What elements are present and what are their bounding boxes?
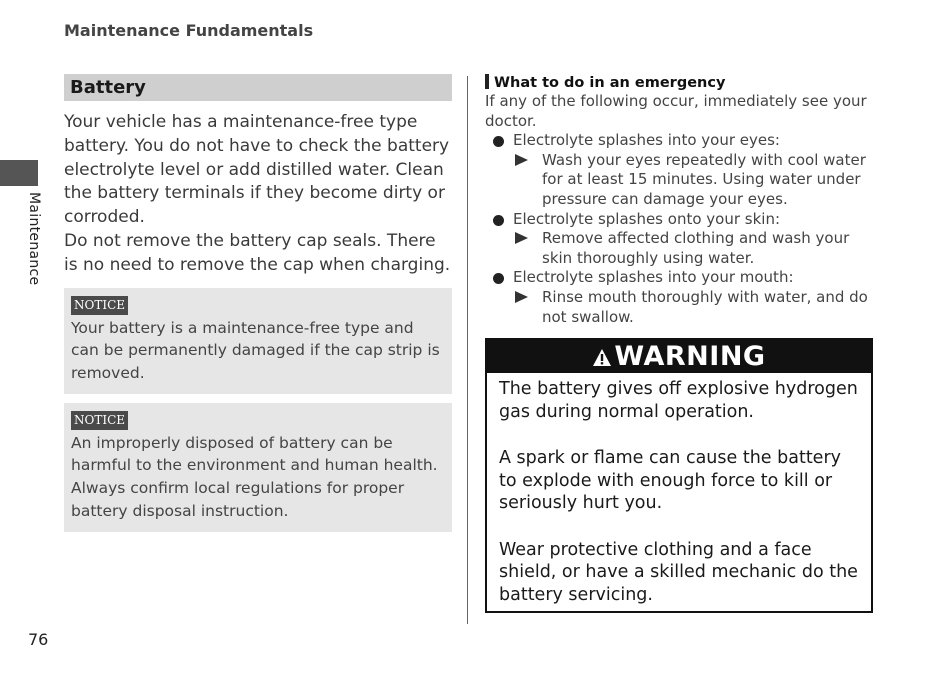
notice-tag: NOTICE — [71, 296, 128, 315]
arrow-right-icon — [515, 154, 528, 166]
bullet-icon — [493, 136, 504, 147]
action-row — [513, 151, 875, 210]
list-item — [485, 268, 875, 327]
column-divider — [467, 76, 468, 624]
aside-title-text: What to do in an emergency — [494, 75, 726, 91]
condition-item — [485, 268, 875, 288]
warning-header — [487, 340, 871, 373]
warning-label: WARNING — [614, 341, 766, 372]
action-text: Remove affected clothing and wash your skin thoroughly using water. — [542, 229, 850, 267]
warning-paragraph: Wear protective clothing and a face shield, or have a skilled mechanic do the battery servicing. — [499, 539, 858, 605]
left-column — [64, 74, 452, 532]
aside-body — [485, 92, 875, 327]
body-paragraph: Do not remove the battery cap seals. There is no need to remove the cap when charging. — [64, 230, 451, 275]
battery-description — [64, 111, 452, 278]
condition-text: Electrolyte splashes into your eyes: — [513, 131, 780, 150]
section-tab-label: Maintenance — [26, 192, 42, 286]
section-heading: Battery — [64, 74, 452, 101]
list-item — [485, 210, 875, 269]
running-head: Maintenance Fundamentals — [64, 21, 314, 40]
emergency-list — [485, 131, 875, 327]
warning-paragraph: A spark or flame can cause the battery to explode with enough force to kill or seriously hurt you. — [499, 448, 842, 513]
bullet-icon — [493, 215, 504, 226]
warning-triangle-icon — [592, 348, 612, 367]
condition-text: Electrolyte splashes into your mouth: — [513, 268, 794, 287]
warning-paragraph: The battery gives off explosive hydrogen gas during normal operation. — [499, 379, 858, 422]
condition-text: Electrolyte splashes onto your skin: — [513, 209, 781, 228]
action-item — [485, 288, 875, 327]
body-paragraph: Your vehicle has a maintenance-free type battery. You do not have to check the battery electrolyte level or add distilled water. Clean the battery terminals if they become dirty or corroded. — [64, 112, 450, 228]
aside-title — [485, 74, 875, 92]
condition-item — [485, 210, 875, 230]
warning-box — [485, 338, 873, 613]
title-bar-icon — [485, 74, 489, 89]
bullet-icon — [493, 273, 504, 284]
action-item — [485, 151, 875, 210]
section-tab-marker — [0, 160, 38, 186]
notice-text: An improperly disposed of battery can be harmful to the environment and human health. Always confirm local regulations for proper battery disposal instruction. — [71, 433, 438, 520]
warning-body — [487, 373, 871, 606]
arrow-right-icon — [515, 232, 528, 244]
action-item — [485, 229, 875, 268]
list-item — [485, 131, 875, 209]
condition-item — [485, 131, 875, 151]
right-column — [485, 74, 875, 327]
action-text: Rinse mouth thoroughly with water, and do not swallow. — [542, 287, 868, 326]
notice-box — [64, 288, 452, 394]
action-row — [513, 288, 875, 327]
arrow-right-icon — [515, 291, 528, 303]
page-number: 76 — [28, 630, 49, 649]
action-row — [513, 229, 875, 268]
action-text: Wash your eyes repeatedly with cool water for at least 15 minutes. Using water under pressure can damage your eyes. — [542, 150, 866, 208]
notice-tag: NOTICE — [71, 411, 128, 430]
notice-box — [64, 403, 452, 532]
aside-intro: If any of the following occur, immediately see your doctor. — [485, 92, 867, 130]
notice-text: Your battery is a maintenance-free type and can be permanently damaged if the cap strip is removed. — [71, 318, 440, 382]
